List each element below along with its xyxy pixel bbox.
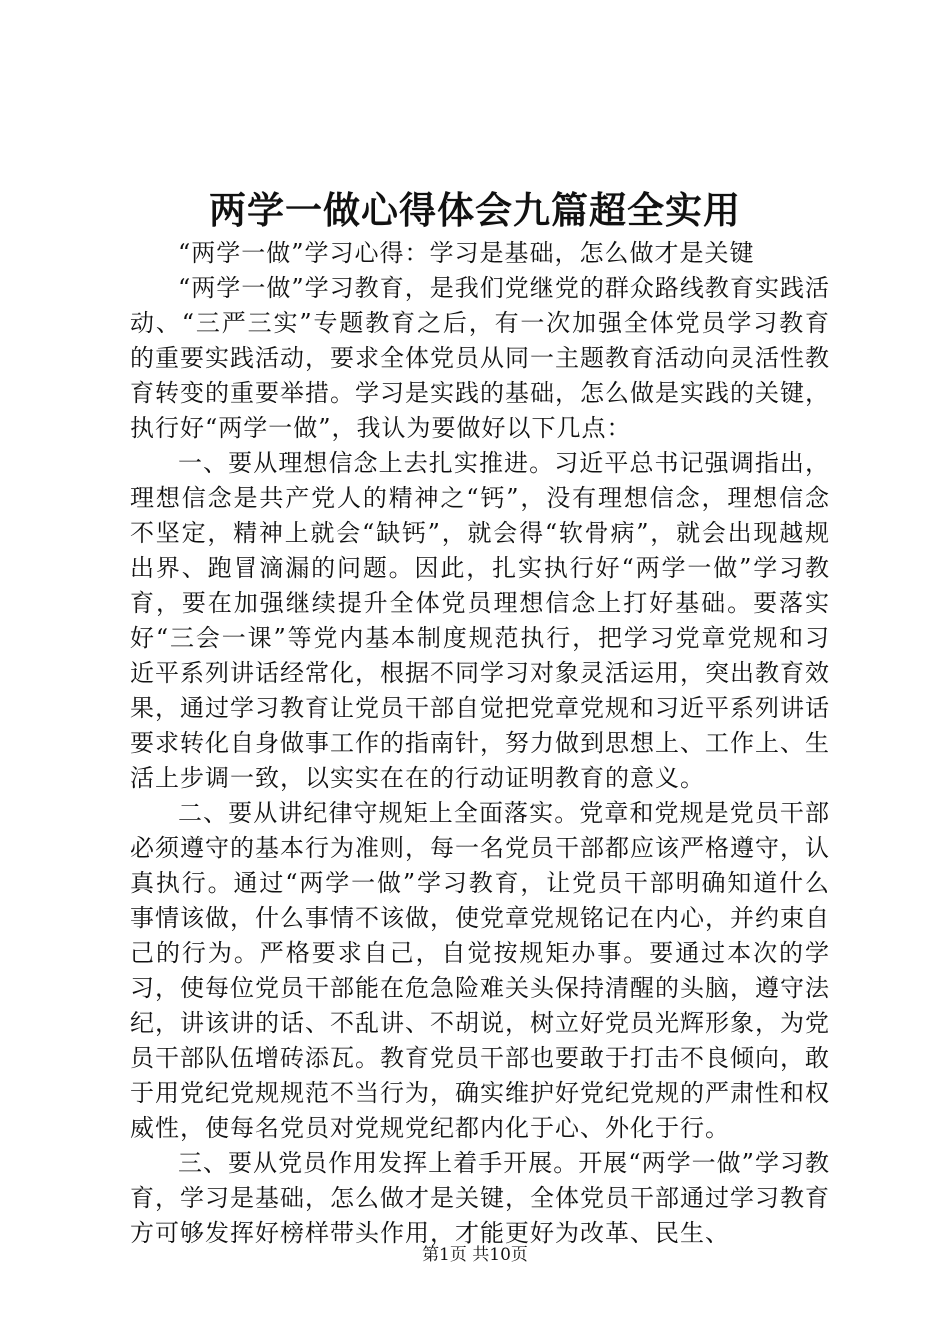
document-body [130, 236, 830, 1251]
paragraph-intro: “两学一做”学习教育，是我们党继党的群众路线教育实践活动、“三严三实”专题教育之后，有一次加强全体党员学习教育的重要实践活动，要求全体党员从同一主题教育活动向灵活性教育转变的重要举措。学习是实践的基础，怎么做是实践的关键，执行好“两学一做”，我认为要做好以下几点： [130, 274, 830, 442]
section-subtitle: “两学一做”学习心得：学习是基础，怎么做才是关键 [178, 239, 755, 267]
paragraph-point-3: 三、要从党员作用发挥上着手开展。开展“两学一做”学习教育，学习是基础，怎么做才是关键，全体党员干部通过学习教育方可够发挥好榜样带头作用，才能更好为改革、民生、 [130, 1149, 830, 1247]
paragraph-point-1: 一、要从理想信念上去扎实推进。习近平总书记强调指出，理想信念是共产党人的精神之“钙”，没有理想信念，理想信念不坚定，精神上就会“缺钙”，就会得“软骨病”，就会出现越规出界、跑冒滴漏的问题。因此，扎实执行好“两学一做”学习教育，要在加强继续提升全体党员理想信念上打好基础。要落实好“三会一课”等党内基本制度规范执行，把学习党章党规和习近平系列讲话经常化，根据不同学习对象灵活运用，突出教育效果，通过学习教育让党员干部自觉把党章党规和习近平系列讲话要求转化自身做事工作的指南针，努力做到思想上、工作上、生活上步调一致，以实实在在的行动证明教育的意义。 [130, 449, 830, 792]
page-number-footer: 第1页 共10页 [422, 1245, 528, 1265]
document-title: 两学一做心得体会九篇超全实用 [209, 188, 741, 232]
paragraph-point-2: 二、要从讲纪律守规矩上全面落实。党章和党规是党员干部必须遵守的基本行为准则，每一名党员干部都应该严格遵守，认真执行。通过“两学一做”学习教育，让党员干部明确知道什么事情该做，什么事情不该做，使党章党规铭记在内心，并约束自己的行为。严格要求自己，自觉按规矩办事。要通过本次的学习，使每位党员干部能在危急险难关头保持清醒的头脑，遵守法纪，讲该讲的话、不乱讲、不胡说，树立好党员光辉形象，为党员干部队伍增砖添瓦。教育党员干部也要敢于打击不良倾向，敢于用党纪党规规范不当行为，确实维护好党纪党规的严肃性和权威性，使每名党员对党规党纪都内化于心、外化于行。 [130, 799, 830, 1142]
